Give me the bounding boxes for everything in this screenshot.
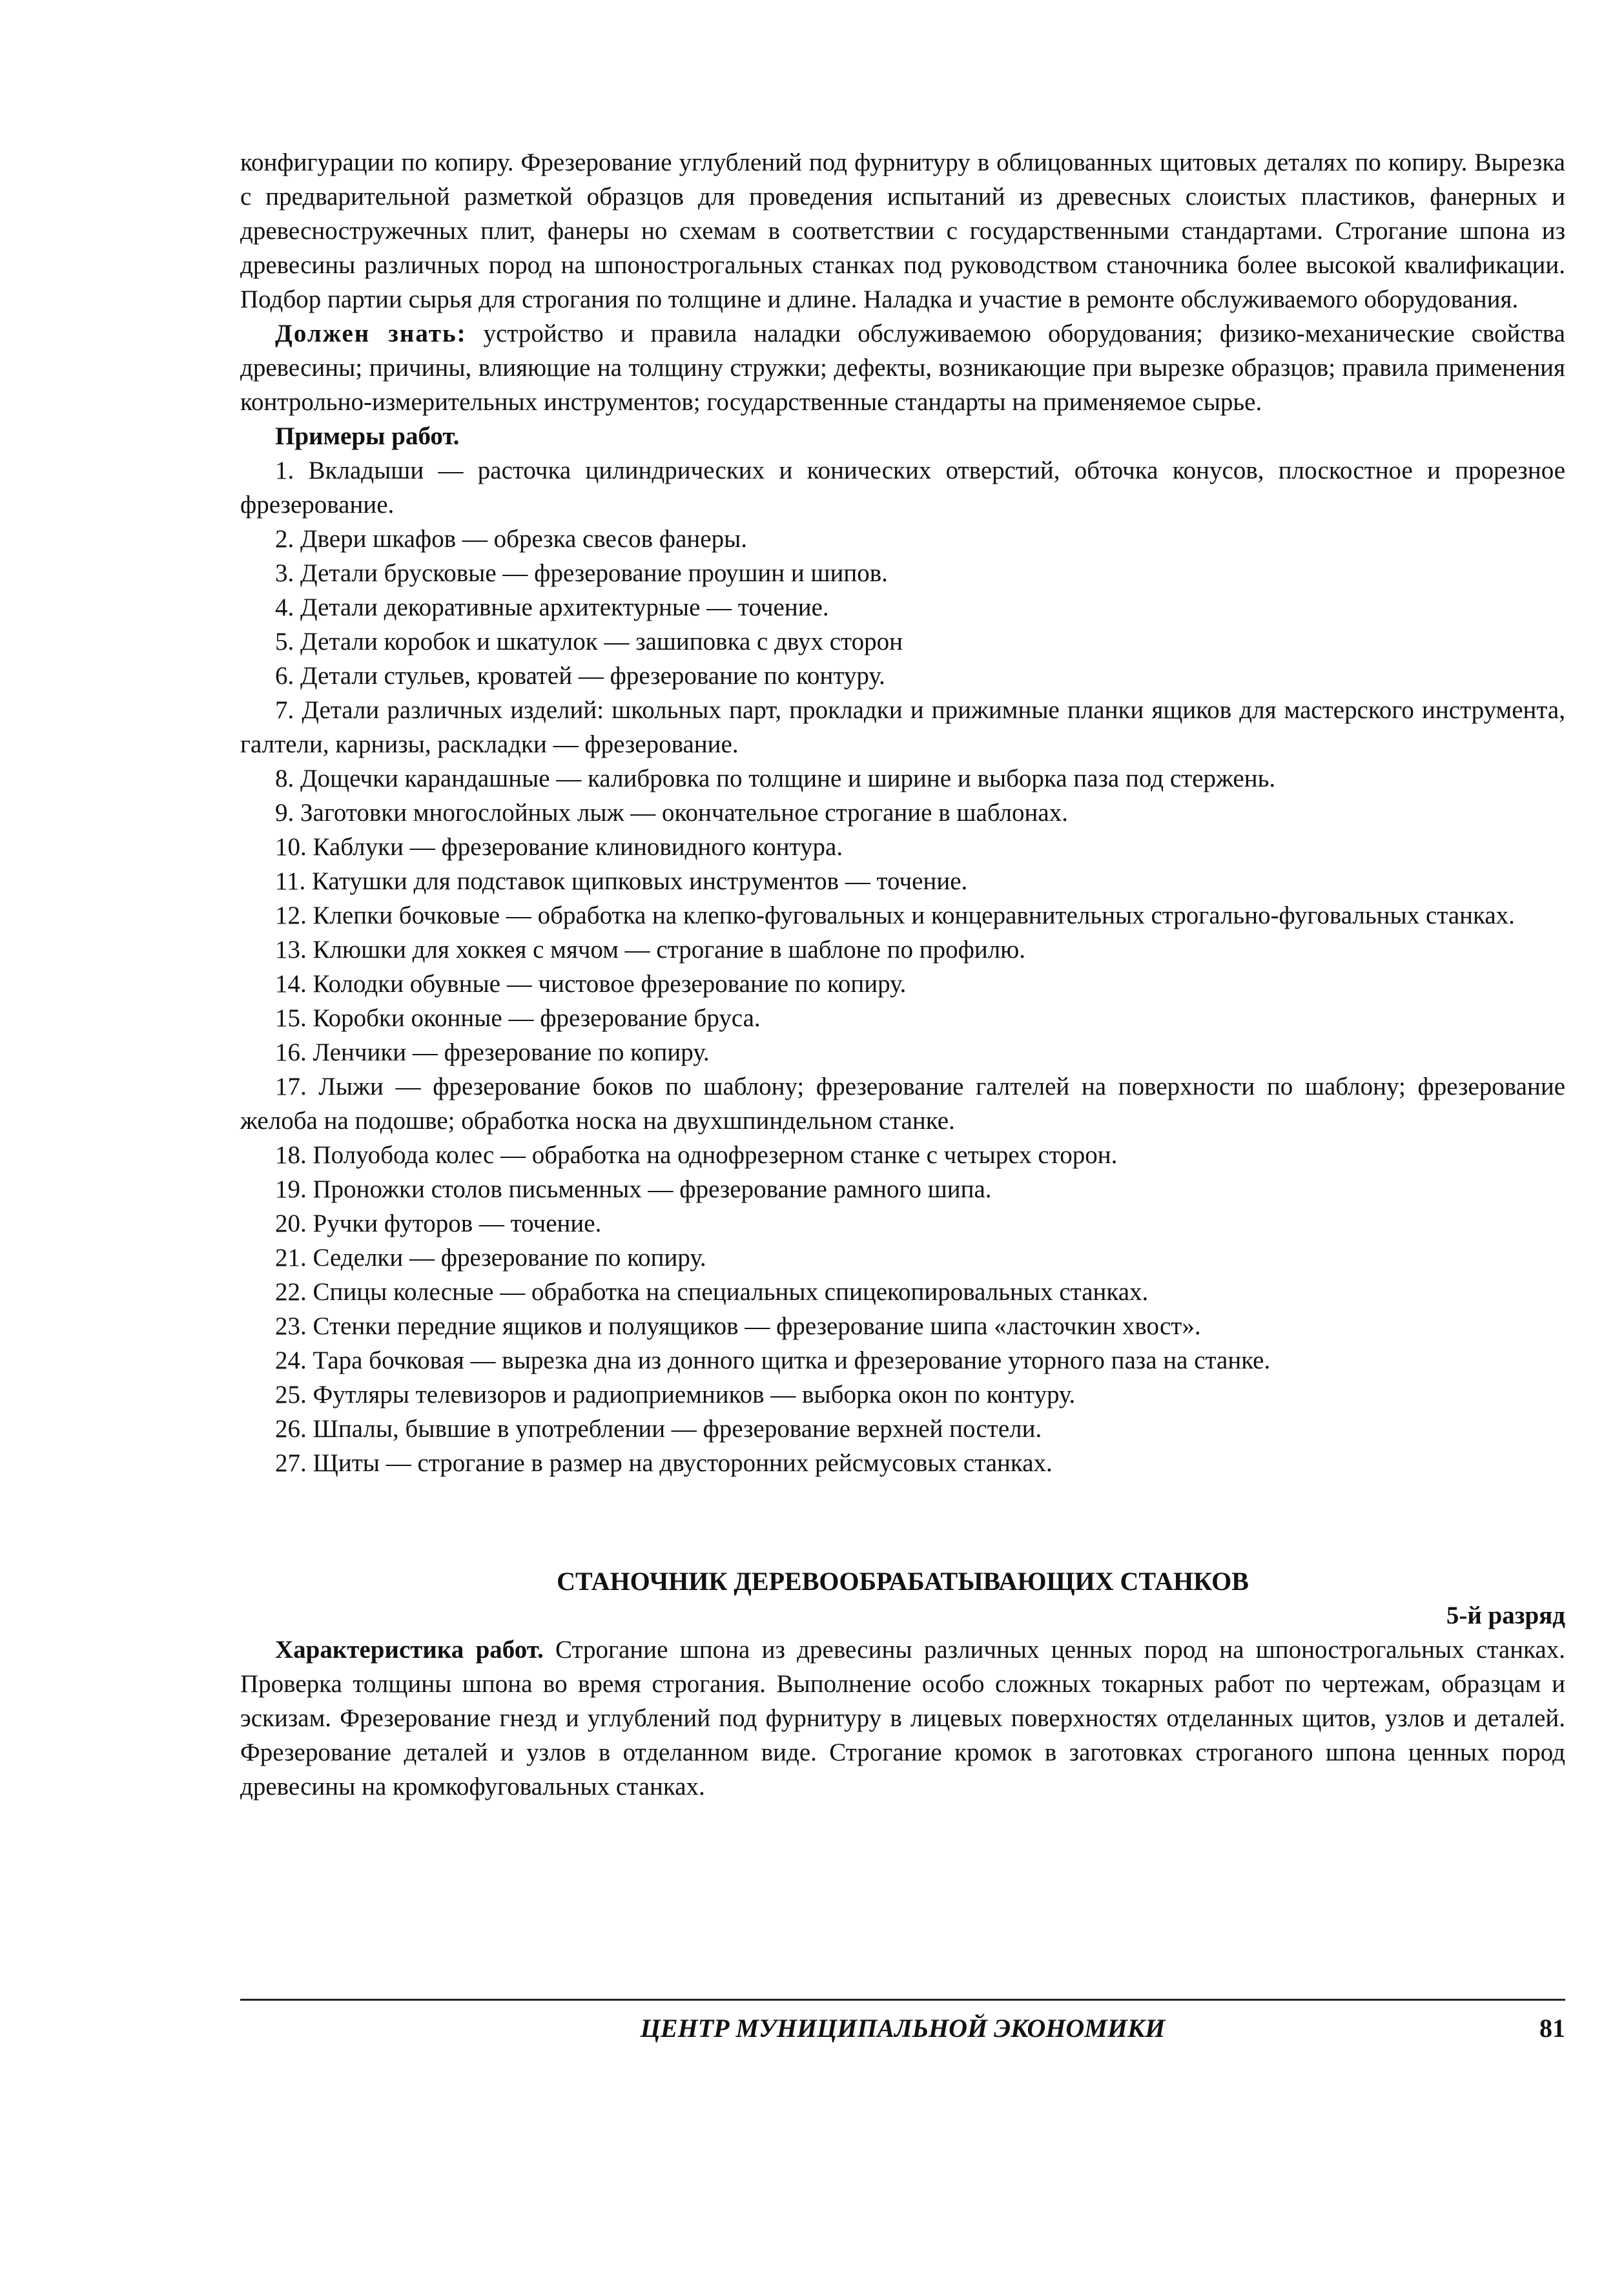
example-item: 18. Полуобода колес — обработка на однофрезерном станке с четырех сторон. xyxy=(275,1141,1118,1169)
example-item: 9. Заготовки многослойных лыж — окончательное строгание в шаблонах. xyxy=(275,799,1068,827)
example-item: 10. Каблуки — фрезерование клиновидного контура. xyxy=(275,833,843,861)
footer-publisher: ЦЕНТР МУНИЦИПАЛЬНОЙ ЭКОНОМИКИ xyxy=(640,2014,1166,2043)
intro-paragraph: конфигурации по копиру. Фрезерование углублений под фурнитуру в облицованных щитовых деталях по копиру. Вырезка с предварительной разметкой образцов для проведения испытаний из древесных слоистых пластиков, фанерных и древесностружечных плит, фанеры но схемам в соответствии с государственными стандартами. Строгание шпона из древесины различных пород на шпонострогальных станках под руководством станочника более высокой квалификации. Подбор партии сырья для строгания по толщине и длине. Наладка и участие в ремонте обслуживаемого оборудования. xyxy=(240,149,1565,313)
example-item: 1. Вкладыши — расточка цилиндрических и конических отверстий, обточка конусов, плоскостное и прорезное фрезерование. xyxy=(240,457,1565,519)
characteristics-text: Строгание шпона из древесины различных ценных пород на шпонострогальных станках. Проверка толщины шпона во время строгания. Выполнение особо сложных токарных работ по чертежам, образцам и эскизам. Фрезерование гнезд и углублений под фурнитуру в лицевых поверхностях отделанных щитов, узлов и деталей. Фрезерование деталей и узлов в отделанном виде. Строгание кромок в заготовках строганого шпона ценных пород древесины на кромкофуговальных станках. xyxy=(240,1636,1565,1801)
example-item: 21. Седелки — фрезерование по копиру. xyxy=(275,1244,706,1272)
grade-label: 5-й разряд xyxy=(1446,1602,1565,1629)
examples-list xyxy=(240,453,1565,1480)
characteristics-label: Характеристика работ. xyxy=(275,1636,544,1664)
example-item: 22. Спицы колесные — обработка на специальных спицекопировальных станках. xyxy=(275,1278,1149,1306)
page-number: 81 xyxy=(1539,2014,1565,2043)
example-item: 15. Коробки оконные — фрезерование бруса. xyxy=(275,1004,761,1032)
example-item: 14. Колодки обувные — чистовое фрезерование по копиру. xyxy=(275,970,907,998)
page-footer xyxy=(240,1999,1565,2045)
example-item: 16. Ленчики — фрезерование по копиру. xyxy=(275,1038,710,1066)
characteristics-paragraph xyxy=(240,1633,1565,1804)
example-item: 24. Тара бочковая — вырезка дна из донного щитка и фрезерование уторного паза на станке. xyxy=(275,1347,1271,1374)
section-title: СТАНОЧНИК ДЕРЕВООБРАБАТЫВАЮЩИХ СТАНКОВ xyxy=(557,1567,1249,1596)
example-item: 7. Детали различных изделий: школьных парт, прокладки и прижимные планки ящиков для мастерского инструмента, галтели, карнизы, раскладки — фрезерование. xyxy=(240,696,1565,758)
knowledge-label: Должен знать: xyxy=(275,320,467,347)
example-item: 6. Детали стульев, кроватей — фрезерование по контуру. xyxy=(275,662,885,690)
example-item: 23. Стенки передние ящиков и полуящиков — фрезерование шипа «ласточкин хвост». xyxy=(275,1312,1201,1340)
example-item: 12. Клепки бочковые — обработка на клепко-фуговальных и концеравнительных строгально-фуговальных станках. xyxy=(275,902,1515,929)
knowledge-paragraph xyxy=(240,316,1565,419)
example-item: 27. Щиты — строгание в размер на двусторонних рейсмусовых станках. xyxy=(275,1449,1053,1477)
example-item: 13. Клюшки для хоккея с мячом — строгание в шаблоне по профилю. xyxy=(275,936,1026,964)
example-item: 20. Ручки футоров — точение. xyxy=(275,1210,602,1237)
example-item: 19. Проножки столов письменных — фрезерование рамного шипа. xyxy=(275,1175,992,1203)
example-item: 11. Катушки для подставок щипковых инструментов — точение. xyxy=(275,867,968,895)
example-item: 4. Детали декоративные архитектурные — точение. xyxy=(275,593,829,621)
example-item: 2. Двери шкафов — обрезка свесов фанеры. xyxy=(275,525,748,553)
example-item: 8. Дощечки карандашные — калибровка по толщине и ширине и выборка паза под стержень. xyxy=(275,765,1276,792)
examples-heading: Примеры работ. xyxy=(275,422,460,450)
example-item: 5. Детали коробок и шкатулок — зашиповка с двух сторон xyxy=(275,628,903,655)
knowledge-text: устройство и правила наладки обслуживаемою оборудования; физико-механические свойства древесины; причины, влияющие на толщину стружки; дефекты, возникающие при вырезке образцов; правила применения контрольно-измерительных инструментов; государственные стандарты на применяемое сырье. xyxy=(240,320,1565,416)
example-item: 26. Шпалы, бывшие в употреблении — фрезерование верхней постели. xyxy=(275,1415,1042,1443)
page-content xyxy=(240,145,1565,1804)
example-item: 3. Детали брусковые — фрезерование проушин и шипов. xyxy=(275,559,888,587)
example-item: 25. Футляры телевизоров и радиоприемников — выборка окон по контуру. xyxy=(275,1381,1076,1409)
example-item: 17. Лыжи — фрезерование боков по шаблону; фрезерование галтелей на поверхности по шаблону; фрезерование желоба на подошве; обработка носка на двухшпиндельном станке. xyxy=(240,1073,1565,1135)
